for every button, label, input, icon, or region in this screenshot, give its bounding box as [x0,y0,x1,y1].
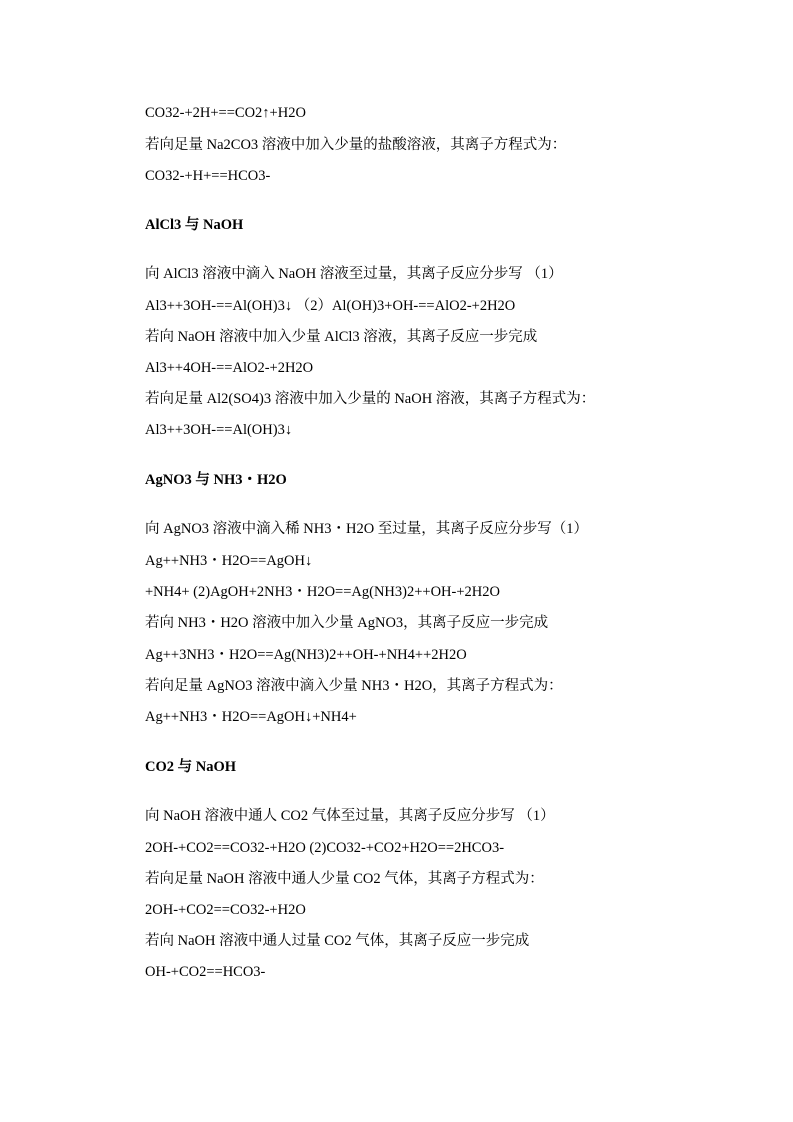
equation-line: CO32-+H+==HCO3- [145,168,271,184]
equation-line: OH-+CO2==HCO3- [145,964,266,980]
section-heading: CO2 与 NaOH [145,759,237,775]
text-line: 若向 NH3・H2O 溶液中加入少量 AgNO3，其离子反应一步完成 [145,615,549,631]
equation-line: Al3++4OH-==AlO2-+2H2O [145,360,314,376]
text-line: 若向足量 NaOH 溶液中通人少量 CO2 气体，其离子方程式为： [145,871,544,887]
section-heading: AlCl3 与 NaOH [145,217,244,233]
text-line: 若向足量 Al2(SO4)3 溶液中加入少量的 NaOH 溶液，其离子方程式为： [145,391,596,407]
text-line: 向 AlCl3 溶液中滴入 NaOH 溶液至过量，其离子反应分步写 （1） [145,266,563,282]
text-line: 若向足量 Na2CO3 溶液中加入少量的盐酸溶液，其离子方程式为： [145,137,567,153]
equation-line: 2OH-+CO2==CO32-+H2O (2)CO32-+CO2+H2O==2HCO3- [145,840,505,856]
equation-line: +NH4+ (2)AgOH+2NH3・H2O==Ag(NH3)2++OH-+2H2O [145,584,500,600]
equation-line: CO32-+2H+==CO2↑+H2O [145,105,306,121]
section-heading: AgNO3 与 NH3・H2O [145,472,287,488]
equation-line: 2OH-+CO2==CO32-+H2O [145,902,306,918]
equation-line: Ag++NH3・H2O==AgOH↓ [145,553,313,569]
text-line: 若向足量 AgNO3 溶液中滴入少量 NH3・H2O，其离子方程式为： [145,678,563,694]
equation-line: Ag++3NH3・H2O==Ag(NH3)2++OH-+NH4++2H2O [145,647,467,663]
equation-line: Al3++3OH-==Al(OH)3↓ [145,422,293,438]
text-line: 向 NaOH 溶液中通人 CO2 气体至过量，其离子反应分步写 （1） [145,808,555,824]
text-line: 若向 NaOH 溶液中加入少量 AlCl3 溶液，其离子反应一步完成 [145,329,538,345]
equation-line: Ag++NH3・H2O==AgOH↓+NH4+ [145,709,357,725]
equation-line: Al3++3OH-==Al(OH)3↓ （2）Al(OH)3+OH-==AlO2-+2H2O [145,298,516,314]
text-line: 向 AgNO3 溶液中滴入稀 NH3・H2O 至过量，其离子反应分步写（1） [145,521,589,537]
text-line: 若向 NaOH 溶液中通人过量 CO2 气体，其离子反应一步完成 [145,933,530,949]
